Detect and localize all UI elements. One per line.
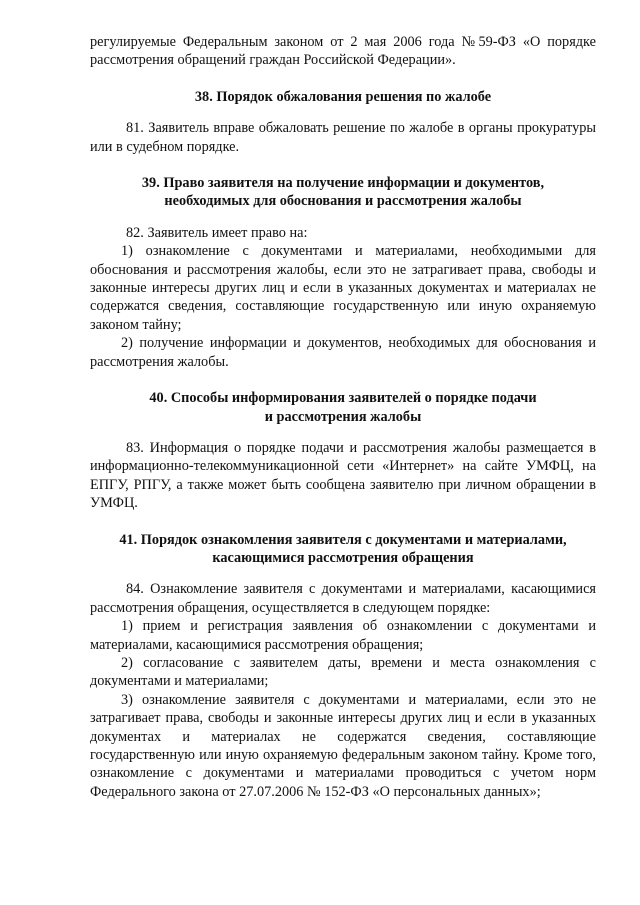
section-38-heading: 38. Порядок обжалования решения по жалобе [194,88,492,105]
spacer [90,426,596,439]
list-item: 2) согласование с заявителем даты, времени и места ознакомления с документами и материалами; [90,654,596,690]
paragraph-81: 81. Заявитель вправе обжаловать решение по жалобе в органы прокуратуры или в судебном порядке. [90,120,596,155]
paragraph-84: 84. Ознакомление заявителя с документами и материалами, касающимися рассмотрения обращения, осуществляется в следующем порядке: [90,581,596,616]
intro-paragraph: регулируемые Федеральным законом от 2 мая 2006 года №59-ФЗ «О порядке рассмотрения обращений граждан Российской Федерации». [90,34,596,69]
section-40-heading-line1: 40. Способы информирования заявителей о порядке подачи [149,390,537,407]
section-39-heading-line2: необходимых для обоснования и рассмотрения жалобы [164,193,522,210]
list-item: 1) прием и регистрация заявления об ознакомлении с документами и материалами, касающимися рассмотрения обращения; [90,618,596,653]
section-40-heading-line2: и рассмотрения жалобы [264,408,422,425]
section-41-heading-line2: касающимися рассмотрения обращения [212,549,474,566]
section-39-heading [90,174,596,211]
spacer [90,371,596,389]
document-page [90,33,596,801]
spacer [90,156,596,174]
spacer [90,70,596,88]
list-item: 2) получение информации и документов, необходимых для обоснования и рассмотрения жалобы. [90,335,596,370]
list-item: 1) ознакомление с документами и материалами, необходимыми для обоснования и рассмотрения жалобы, если это не затрагивает права, свободы и законные интересы других лиц и если в указанных документах и материалах не содержатся сведения, составляющие государственную или иную охраняемую законом тайну; [90,243,596,333]
section-39-heading-line1: 39. Право заявителя на получение информации и документов, [141,175,545,192]
spacer [90,106,596,119]
section-40-heading [90,389,596,426]
paragraph-82: 82. Заявитель имеет право на: [126,224,308,241]
spacer [90,567,596,580]
list-item: 3) ознакомление заявителя с документами и материалами, если это не затрагивает права, свободы и законные интересы других лиц и если в указанных документах и материалах не содержатся сведения, составляющие государственную или иную охраняемую федеральным законом тайну. Кроме того, ознакомление с документами и материалами проводиться с учетом норм Федерального закона от 27.07.2006 № 152-ФЗ «О персональных данных»; [90,691,596,800]
section-41-heading [90,531,596,568]
spacer [90,513,596,531]
spacer [90,211,596,224]
section-41-heading-line1: 41. Порядок ознакомления заявителя с документами и материалами, [119,531,567,548]
paragraph-83: 83. Информация о порядке подачи и рассмотрения жалобы размещается в информационно-телекоммуникационной сети «Интернет» на сайте УМФЦ, на ЕПГУ, РПГУ, а также может быть сообщена заявителю при личном обращении в УМФЦ. [90,439,596,512]
